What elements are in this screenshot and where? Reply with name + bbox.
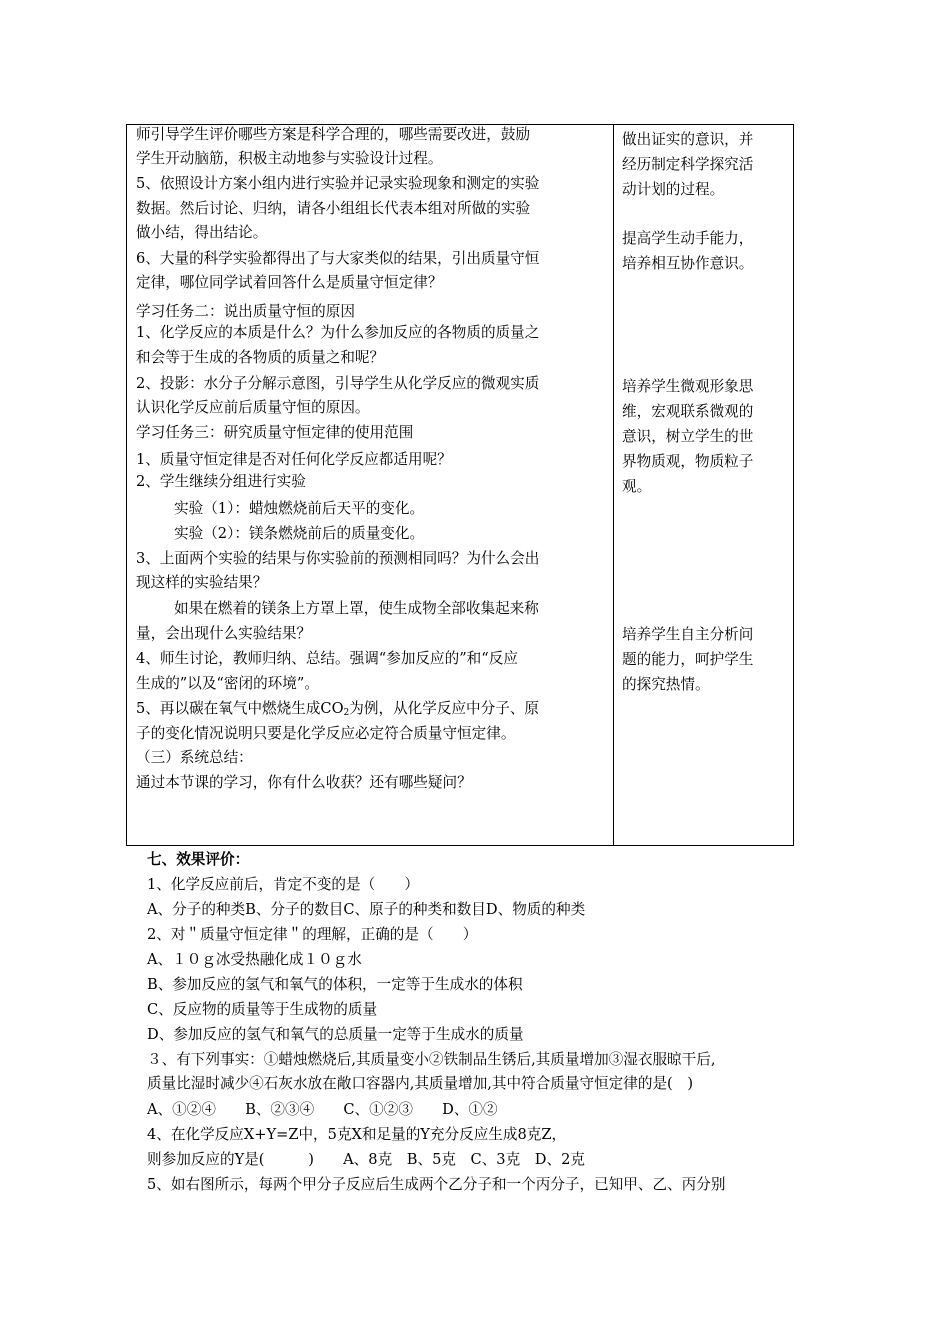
question-line: ３、有下列事实：①蜡烛燃烧后,其质量变小②铁制品生锈后,其质量增加③湿衣服晾干后, (147, 1051, 716, 1068)
intent-line: 做出证实的意识，并 (622, 131, 754, 148)
task-heading: 学习任务三：研究质量守恒定律的使用范围 (136, 424, 414, 441)
intent-line: 的探究热情。 (622, 676, 710, 693)
process-line: 5、依照设计方案小组内进行实验并记录实验现象和测定的实验 (136, 175, 540, 192)
intent-line: 界物质观，物质粒子 (622, 453, 754, 470)
question-line: 则参加反应的Y是( ) A、8克 B、5克 C、3克 D、2克 (147, 1151, 585, 1168)
question-line: 质量比湿时减少④石灰水放在敞口容器内,其质量增加,其中符合质量守恒定律的是( ) (147, 1075, 694, 1092)
lesson-table (126, 124, 794, 846)
process-line: 1、化学反应的本质是什么？为什么参加反应的各物质的质量之 (136, 324, 540, 341)
process-line: 生成的”以及“密闭的环境”。 (136, 675, 319, 692)
process-line: 认识化学反应前后质量守恒的原因。 (136, 399, 370, 416)
intent-line: 意识，树立学生的世 (622, 428, 754, 445)
process-line: 量，会出现什么实验结果？ (136, 625, 312, 642)
intent-line: 题的能力，呵护学生 (622, 651, 754, 668)
question-line: 4、在化学反应X+Y=Z中，5克X和足量的Y充分反应生成8克Z， (147, 1126, 567, 1143)
process-line: 通过本节课的学习，你有什么收获？还有哪些疑问？ (136, 774, 472, 791)
intent-line: 维，宏观联系微观的 (622, 403, 754, 420)
process-line: 做小结，得出结论。 (136, 224, 268, 241)
process-line: 定律，哪位同学试着回答什么是质量守恒定律？ (136, 274, 443, 291)
process-line: 和会等于生成的各物质的质量之和呢？ (136, 349, 385, 366)
question-line: B、参加反应的氢气和氧气的体积，一定等于生成水的体积 (147, 976, 523, 993)
subscript-2: 2 (343, 708, 350, 718)
process-line: 2、学生继续分组进行实验 (136, 473, 306, 490)
intent-line: 观。 (622, 478, 652, 495)
process-line: 4、师生讨论，教师归纳、总结。强调“参加反应的”和“反应 (136, 650, 518, 667)
process-line: 1、质量守恒定律是否对任何化学反应都适用呢？ (136, 451, 452, 468)
section-heading: 七、效果评价： (147, 851, 250, 868)
question-line: 5、如右图所示，每两个甲分子反应后生成两个乙分子和一个丙分子，已知甲、乙、丙分别 (147, 1176, 726, 1193)
process-line (136, 699, 539, 723)
column-divider (613, 125, 614, 845)
experiment-1: 实验（1）：蜡烛燃烧前后天平的变化。 (174, 500, 425, 517)
experiment-2: 实验（2）：镁条燃烧前后的质量变化。 (174, 525, 425, 542)
question-line: A、分子的种类B、分子的数目C、原子的种类和数目D、物质的种类 (147, 901, 586, 918)
process-line: 师引导学生评价哪些方案是科学合理的，哪些需要改进，鼓励 (136, 126, 531, 143)
intent-line: 提高学生动手能力， (622, 230, 754, 247)
intent-line: 经历制定科学探究活 (622, 156, 754, 173)
question-line: 2、对＂质量守恒定律＂的理解，正确的是（ ） (147, 926, 478, 943)
co2-suffix: 为例，从化学反应中分子、原 (349, 700, 540, 717)
process-line: 现这样的实验结果？ (136, 574, 268, 591)
question-line: A、１０ｇ冰受热融化成１０ｇ水 (147, 951, 362, 968)
process-line: 数据。然后讨论、归纳，请各小组组长代表本组对所做的实验 (136, 200, 531, 217)
process-line: 3、上面两个实验的结果与你实验前的预测相同吗？为什么会出 (136, 550, 540, 567)
question-line: A、①②④ B、②③④ C、①②③ D、①② (147, 1101, 498, 1118)
process-line: 子的变化情况说明只要是化学反应必定符合质量守恒定律。 (136, 725, 516, 742)
intent-line: 培养学生自主分析问 (622, 626, 754, 643)
process-line: 2、投影：水分子分解示意图，引导学生从化学反应的微观实质 (136, 375, 540, 392)
task-heading: 学习任务二：说出质量守恒的原因 (136, 303, 355, 320)
process-line: 学生开动脑筋，积极主动地参与实验设计过程。 (136, 150, 443, 167)
intent-line: 培养学生微观形象思 (622, 378, 754, 395)
intent-line: 培养相互协作意识。 (622, 255, 754, 272)
summary-heading: （三）系统总结： (136, 749, 253, 766)
question-line: D、参加反应的氢气和氧气的总质量一定等于生成水的质量 (147, 1026, 524, 1043)
process-line: 如果在燃着的镁条上方罩上罩，使生成物全部收集起来称 (174, 600, 539, 617)
intent-line: 动计划的过程。 (622, 181, 725, 198)
question-line: C、反应物的质量等于生成物的质量 (147, 1001, 378, 1018)
co2-prefix: 5、再以碳在氧气中燃烧生成CO (136, 700, 344, 717)
question-line: 1、化学反应前后，肯定不变的是（ ） (147, 876, 419, 893)
process-line: 6、大量的科学实验都得出了与大家类似的结果，引出质量守恒 (136, 250, 540, 267)
